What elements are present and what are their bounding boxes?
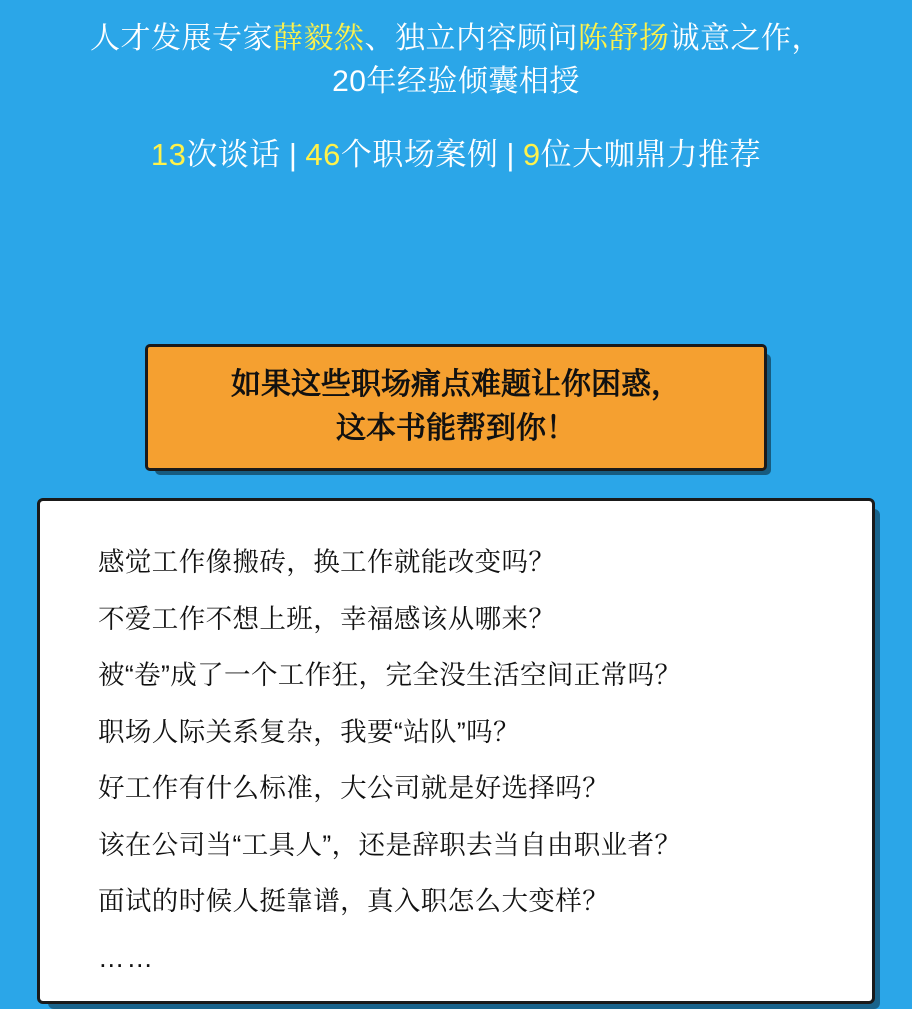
stat-label-endorsers: 位大咖鼎力推荐 [540, 137, 762, 173]
headline-line-1 [26, 18, 886, 61]
list-item-ellipsis: …… [98, 942, 155, 973]
headline-line-2: 20年经验倾囊相授 [332, 64, 580, 98]
questions-container [0, 498, 912, 1004]
list-item: 面试的时候人挺靠谱，真入职怎么大变样？ [98, 886, 610, 916]
list-item: 好工作有什么标准，大公司就是好选择吗？ [98, 773, 610, 803]
callout-box [145, 344, 767, 471]
headline-text-part-1: 人才发展专家 [90, 22, 273, 55]
list-item: 职场人际关系复杂，我要“站队”吗？ [98, 716, 520, 747]
callout-line-1: 如果这些职场痛点难题让你困惑， [231, 368, 681, 401]
headline-author-2: 陈舒扬 [578, 22, 670, 55]
stat-label-cases: 个职场案例 [340, 137, 499, 173]
stat-separator-2: | [506, 137, 515, 173]
list-item: 感觉工作像搬砖，换工作就能改变吗？ [98, 547, 556, 577]
stats-line [0, 129, 912, 174]
callout-line-2: 这本书能帮到你！ [336, 411, 576, 445]
questions-panel [37, 498, 875, 1004]
stat-count-talks: 13 [150, 137, 187, 173]
callout-container [0, 344, 912, 471]
list-item: 不爱工作不想上班，幸福感该从哪来？ [98, 603, 556, 634]
headline-author-1: 薛毅然 [273, 22, 365, 55]
stat-label-talks: 次谈话 [186, 137, 281, 173]
headline-text-part-2: 、独立内容顾问 [364, 22, 578, 55]
list-item: 该在公司当“工具人”，还是辞职去当自由职业者？ [98, 829, 682, 860]
headline [0, 0, 912, 103]
list-item: 被“卷”成了一个工作狂，完全没生活空间正常吗？ [98, 660, 682, 690]
stat-separator-1: | [288, 137, 298, 173]
headline-text-part-3: 诚意之作， [669, 22, 822, 55]
stat-count-endorsers: 9 [522, 137, 541, 173]
stat-count-cases: 46 [305, 137, 341, 173]
